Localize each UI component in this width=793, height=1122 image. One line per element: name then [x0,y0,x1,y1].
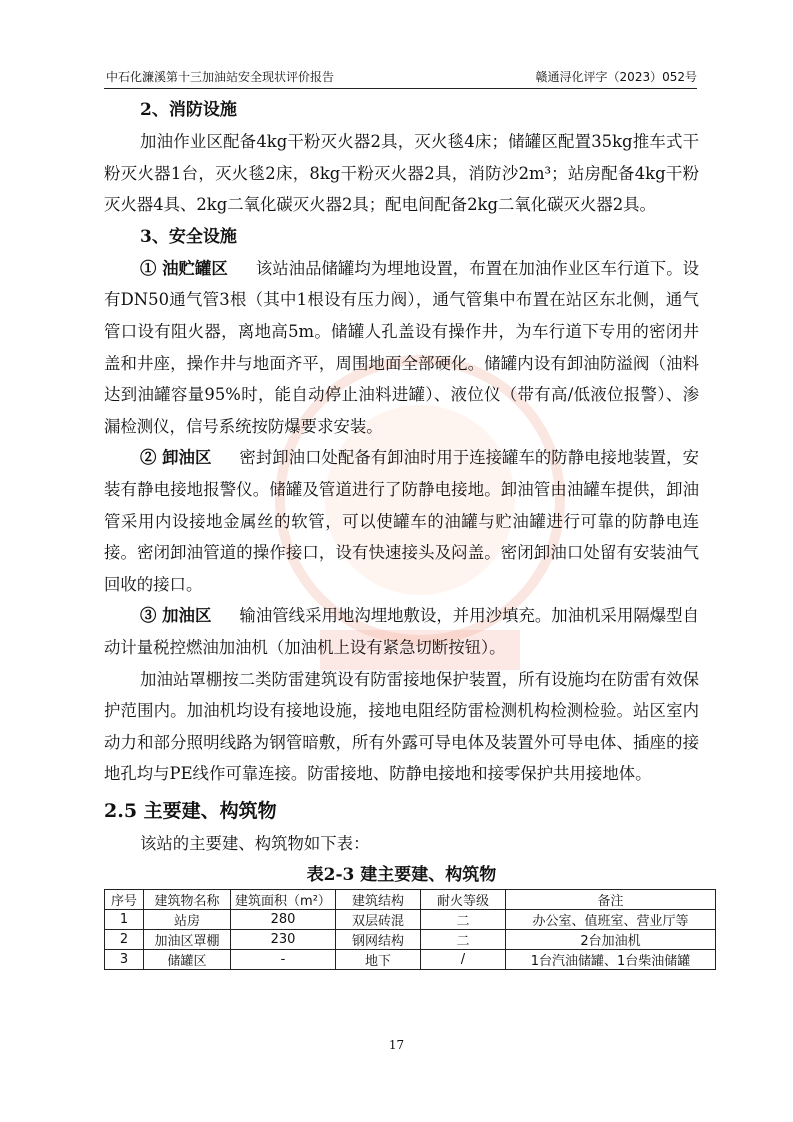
safety-heading: 3、安全设施 [140,226,237,247]
table-header-cell: 建筑结构 [336,890,421,910]
table-cell: 地下 [336,950,421,970]
table-cell: 双层砖混 [336,910,421,930]
fuel-text: 输油管线采用地沟埋地敷设，并用沙填充。加油机采用隔爆型自动计量税控燃油加油机（加油机上设有紧急切断按钮）。 [104,606,699,657]
table-cell: 3 [105,950,144,970]
table-cell: 230 [231,930,336,950]
section-heading: 2.5 主要建、构筑物 [104,799,277,822]
table-header-cell: 备注 [506,890,716,910]
page-header [104,66,697,89]
table-cell: 2台加油机 [506,930,716,950]
table-cell: 280 [231,910,336,930]
tank-label: ① 油贮罐区 [140,258,228,278]
section-intro: 该站的主要建、构筑物如下表： [140,833,370,853]
table-header-cell: 建筑物名称 [144,890,231,910]
unload-label: ② 卸油区 [140,448,212,468]
table-cell: 二 [421,910,506,930]
fire-heading: 2、消防设施 [140,100,237,120]
table-cell: 1 [105,910,144,930]
table-caption: 表2-3 建主要建、构筑物 [306,865,497,886]
table-cell: 钢网结构 [336,930,421,950]
table-cell: 2 [105,930,144,950]
unload-text: 密封卸油口处配备有卸油时用于连接罐车的防静电接地装置，安装有静电接地报警仪。储罐及管道进行了防静电接地。卸油管由油罐车提供，卸油管采用内设接地金属丝的软管，可以使罐车的油罐与贮油罐进行可靠的防静电连接。密闭卸油管道的操作接口，设有快速接头及闷盖。密闭卸油口处留有安装油气回收的接口。 [104,448,699,594]
fire-paragraph: 加油作业区配备4kg干粉灭火器2具，灭火毯4床；储罐区配置35kg推车式干粉灭火器1台，灭火毯2床，8kg干粉灭火器2具，消防沙2m³；站房配备4kg干粉灭火器4具、2kg二氧化碳灭火器2具；配电间配备2kg二氧化碳灭火器2具。 [104,132,699,215]
table-header-cell: 建筑面积（m²） [231,890,336,910]
fuel-paragraph [104,600,699,663]
table-cell: 二 [421,930,506,950]
fuel-label: ③ 加油区 [140,606,212,626]
report-title: 中石化濂溪第十三加油站安全现状评价报告 [106,70,335,84]
table-cell: 加油区罩棚 [144,930,231,950]
table-cell: 办公室、值班室、营业厅等 [506,910,716,930]
table-cell: / [421,950,506,970]
table-header-cell: 耐火等级 [421,890,506,910]
table-cell: 储罐区 [144,950,231,970]
tank-text: 该站油品储罐均为埋地设置，布置在加油作业区车行道下。设有DN50通气管3根（其中1根设有压力阀），通气管集中布置在站区东北侧，通气管口设有阻火器，离地高5m。储罐人孔盖设有操作井，为车行道下专用的密闭井盖和井座，操作井与地面齐平，周围地面全部硬化。储罐内设有卸油防溢阀（油料达到油罐容量95%时，能自动停止油料进罐）、液位仪（带有高/低液位报警）、渗漏检测仪，信号系统按防爆要求安装。 [104,258,699,436]
lightning-paragraph: 加油站罩棚按二类防雷建筑设有防雷接地保护装置，所有设施均在防雷有效保护范围内。加油机均设有接地设施，接地电阻经防雷检测机构检测检验。站区室内动力和部分照明线路为钢管暗敷，所有外露可导电体及装置外可导电体、插座的接地孔均与PE线作可靠连接。防雷接地、防静电接地和接零保护共用接地体。 [104,669,699,784]
table-cell: 1台汽油储罐、1台柴油储罐 [506,950,716,970]
table-row [105,950,716,970]
page-number: 17 [388,1038,405,1052]
buildings-table [104,889,716,970]
table-cell: - [231,950,336,970]
tank-paragraph [104,253,699,443]
table-row [105,930,716,950]
table-cell: 站房 [144,910,231,930]
report-number: 赣通浔化评字（2023）052号 [535,70,697,84]
unload-paragraph [104,442,699,600]
table-header-row [105,890,716,910]
document-body [104,94,699,970]
table-row [105,910,716,930]
table-header-cell: 序号 [105,890,144,910]
